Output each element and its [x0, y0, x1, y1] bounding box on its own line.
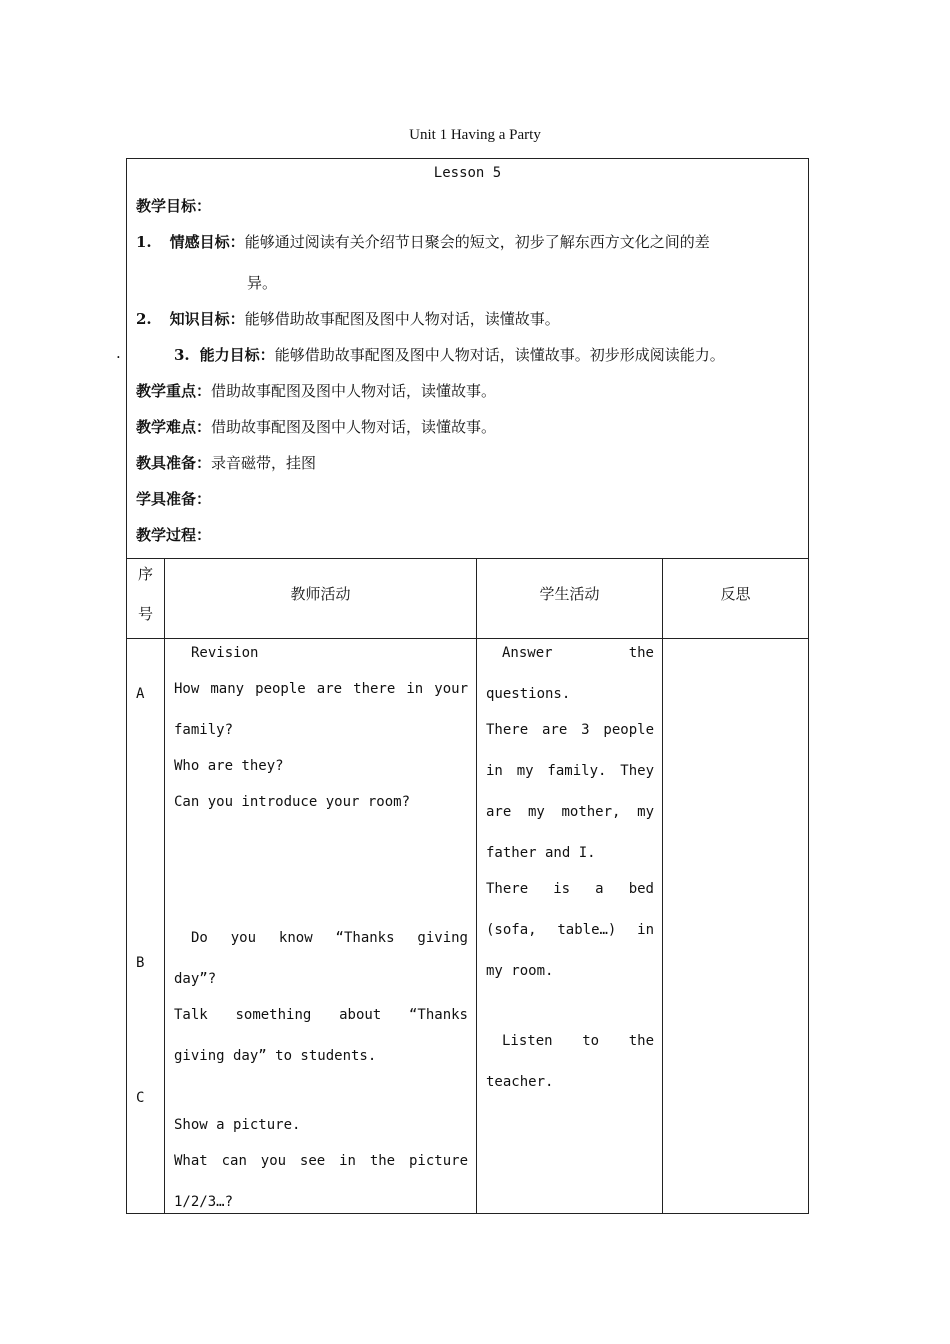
objective-1-text: 能够通过阅读有关介绍节日聚会的短文，初步了解东西方文化之间的差	[244, 233, 710, 251]
objective-1-continuation: 异。	[247, 274, 278, 292]
column-divider-2	[476, 558, 477, 1214]
objective-3-num: 3.	[174, 346, 190, 364]
step-c: C	[136, 1090, 145, 1106]
header-reflection: 反思	[720, 585, 751, 603]
student-b-line-1b: teacher.	[486, 1074, 554, 1090]
student-a-line-2d: father and I.	[486, 845, 596, 861]
objective-1-num: 1.	[136, 233, 152, 251]
objectives-label: 教学目标：	[136, 197, 212, 215]
teacher-question-1a: How many people are there in your	[174, 681, 468, 697]
objective-1-label: 情感目标：	[169, 233, 245, 251]
teacher-b-line-1b: day”?	[174, 971, 217, 987]
difficulty-label: 教学难点：	[136, 418, 212, 436]
teacher-b-line-2a: Talk something about “Thanks	[174, 1007, 468, 1023]
difficulty-text: 借助故事配图及图中人物对话，读懂故事。	[211, 418, 497, 436]
step-a: A	[136, 686, 145, 702]
teaching-aids	[136, 453, 316, 473]
step-b: B	[136, 955, 145, 971]
header-seq-top: 序	[137, 565, 153, 583]
table-divider-header	[127, 638, 808, 639]
objective-3-label: 能力目标：	[199, 346, 275, 364]
student-a-line-2c: are my mother, my	[486, 804, 654, 820]
objective-2	[136, 309, 560, 329]
student-a-line-3c: my room.	[486, 963, 554, 979]
objective-2-num: 2.	[136, 310, 152, 328]
teaching-aids-text: 录音磁带，挂图	[211, 454, 317, 472]
key-point-text: 借助故事配图及图中人物对话，读懂故事。	[211, 382, 497, 400]
table-divider-top	[127, 558, 808, 559]
objective-1	[136, 232, 710, 252]
teacher-revision: Revision	[191, 645, 259, 661]
lesson-plan-table	[126, 158, 809, 1214]
stray-mark: .	[116, 344, 121, 362]
student-a-line-3a: There is a bed	[486, 881, 654, 897]
teacher-c-line-2b: 1/2/3…?	[174, 1194, 234, 1210]
teacher-c-line-2a: What can you see in the picture	[174, 1153, 468, 1169]
student-b-line-1a: Listen to the	[502, 1033, 654, 1049]
student-a-line-2a: There are 3 people	[486, 722, 654, 738]
student-a-line-1b: questions.	[486, 686, 571, 702]
document-title: Unit 1 Having a Party	[409, 127, 541, 143]
student-a-line-1a: Answer the	[502, 645, 654, 661]
student-a-line-2b: in my family. They	[486, 763, 654, 779]
teacher-b-line-1a: Do you know “Thanks giving	[191, 930, 468, 946]
student-a-line-3b: (sofa, table…) in	[486, 922, 654, 938]
lesson-heading: Lesson 5	[433, 165, 502, 181]
process-label: 教学过程：	[136, 526, 212, 544]
header-student-activity: 学生活动	[539, 585, 600, 603]
objective-3-text: 能够借助故事配图及图中人物对话，读懂故事。初步形成阅读能力。	[274, 346, 725, 364]
column-divider-3	[662, 558, 663, 1214]
difficulty	[136, 417, 496, 437]
objective-2-label: 知识目标：	[169, 310, 245, 328]
header-teacher-activity: 教师活动	[290, 585, 351, 603]
objective-2-text: 能够借助故事配图及图中人物对话，读懂故事。	[244, 310, 560, 328]
teacher-question-3: Can you introduce your room?	[174, 794, 411, 810]
teacher-question-2: Who are they?	[174, 758, 284, 774]
student-aids-label: 学具准备：	[136, 490, 212, 508]
column-divider-1	[164, 558, 165, 1214]
key-point	[136, 381, 496, 401]
teacher-b-line-2b: giving day” to students.	[174, 1048, 377, 1064]
teaching-aids-label: 教具准备：	[136, 454, 212, 472]
header-seq-bottom: 号	[137, 605, 153, 623]
teacher-c-line-1: Show a picture.	[174, 1117, 301, 1133]
objective-3	[174, 345, 725, 365]
teacher-question-1b: family?	[174, 722, 234, 738]
key-point-label: 教学重点：	[136, 382, 212, 400]
